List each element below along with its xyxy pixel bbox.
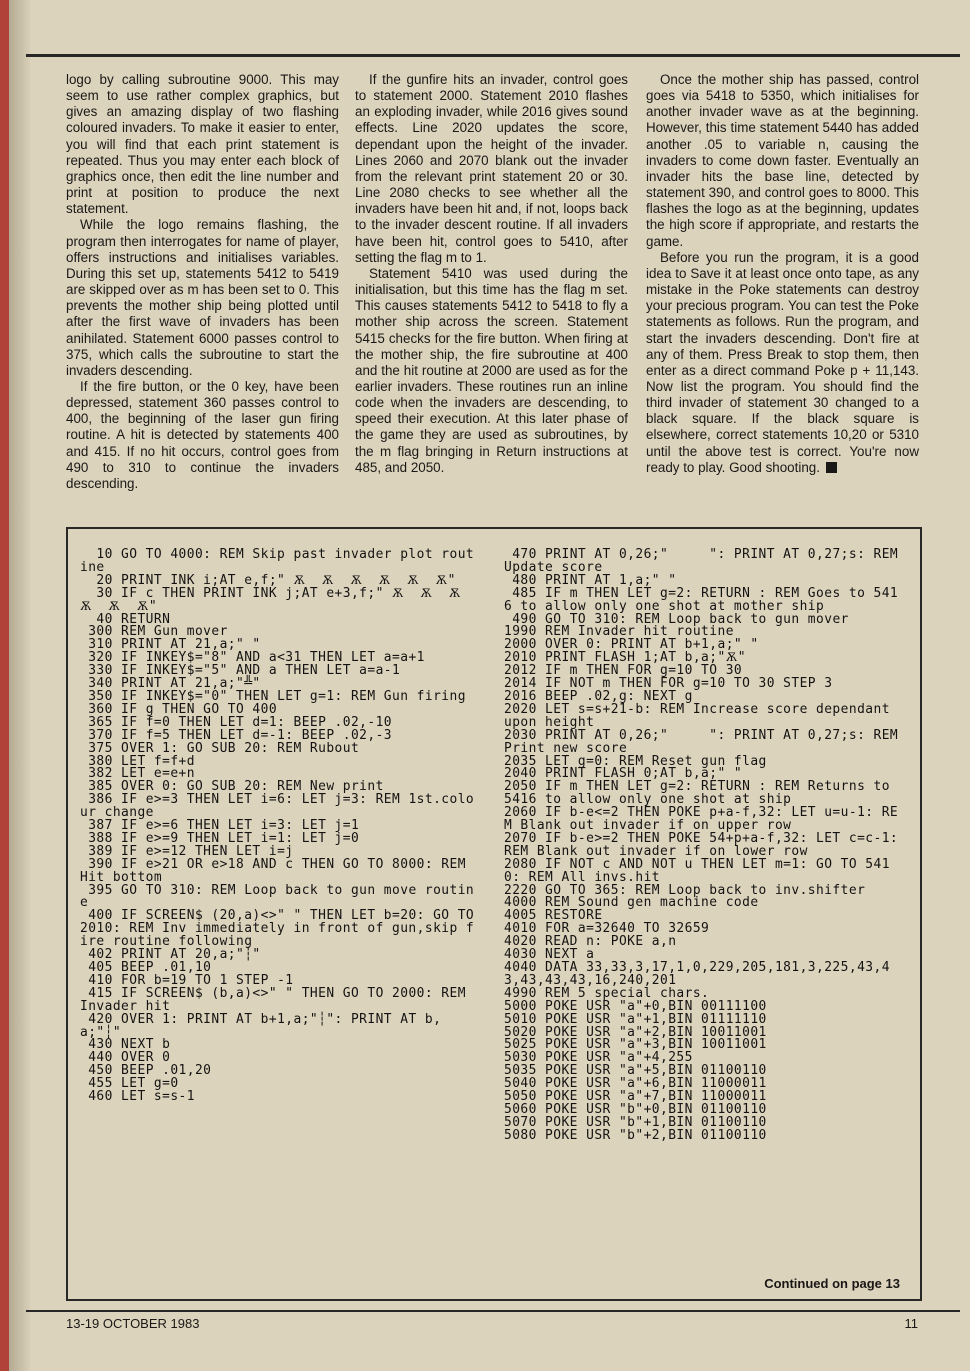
code-line: 410 FOR b=19 TO 1 STEP -1	[80, 972, 294, 988]
page-number: 11	[904, 1316, 918, 1331]
article-paragraph: If the fire button, or the 0 key, have been depressed, statement 360 passes control to 400, the beginning of the laser gun firing routine. A hit is detected by statements 400 and 415. If no hit occurs, control goes from 490 to 310 to continue the invaders descending.	[66, 378, 339, 491]
code-line: 405 BEEP .01,10	[80, 960, 212, 975]
code-line: 490 GO TO 310: REM Loop back to gun mover	[504, 611, 849, 627]
code-line: 455 LET g=0	[80, 1076, 179, 1092]
article-paragraph: logo by calling subroutine 9000. This may seem to use rather complex graphics, but gives an amazing display of two flashing coloured invaders. To make it easier to enter, you will find that each print statement is repeated. Thus you may enter each block of graphics once, then edit the line number and print at position to produce the next statement.	[66, 72, 339, 217]
code-line: 430 NEXT b	[80, 1037, 171, 1053]
listing-column-right	[504, 547, 907, 1143]
code-line: 2010 PRINT FLASH 1;AT b,a;"Ѫ"	[504, 650, 746, 666]
code-line: 450 BEEP .01,20	[80, 1063, 212, 1079]
footer-date: 13-19 OCTOBER 1983	[66, 1316, 200, 1331]
listing-column-left	[80, 547, 483, 1105]
article-text: Before you run the program, it is a good idea to Save it at least once onto tape, as any mistake in the Poke statements can destroy your precious program. You can test the Poke statements as follows. Run the program, and start the invaders descending. Don't fire at any of them. Press Break to stop them, then enter as a direct command Poke p + 11,143. Now list the program. You should find the third invader of statement 30 changed to a black square. If the black square is elsewhere, correct statements 10,20 or 5310 until the above test is correct. You're now ready to play. Good shooting.	[646, 249, 919, 475]
code-line: 4010 FOR a=32640 TO 32659	[504, 921, 710, 937]
article-column-2	[355, 72, 628, 476]
code-line: 460 LET s=s-1	[80, 1089, 195, 1105]
code-line: 402 PRINT AT 20,a;"┆"	[80, 947, 261, 963]
code-line: 5000 POKE USR "a"+0,BIN 00111100	[504, 998, 767, 1014]
article-paragraph: Once the mother ship has passed, control goes via 5418 to 5350, which initialises for another invader wave as at the beginning. However, this time statement 5440 has added another .05 to variable n, causing the invaders to come down faster. Eventually an invader hits the base line, detected by statement 390, and control goes to 8000. This flashes the logo as at the beginning, updates the high score if appropriate, and restarts the game.	[646, 72, 919, 249]
code-line: 2070 IF b-e>=2 THEN POKE 54+p+a-f,32: LET c=c-1: REM Blank out invader if on lower row	[504, 830, 907, 859]
code-line: 420 OVER 1: PRINT AT b+1,a;"┆": PRINT AT b,a;"┆"	[80, 1011, 442, 1040]
code-line: 30 IF c THEN PRINT INK j;AT e+3,f;" Ѫ Ѫ Ѫ Ѫ Ѫ Ѫ"	[80, 585, 478, 614]
code-line: 2080 IF NOT c AND NOT u THEN LET m=1: GO TO 5410: REM All invs.hit	[504, 856, 890, 885]
program-listing	[66, 527, 922, 1301]
code-line: 415 IF SCREEN$ (b,a)<>" " THEN GO TO 2000: REM Invader hit	[80, 985, 475, 1014]
code-line: 4030 NEXT a	[504, 947, 595, 963]
code-line: 485 IF m THEN LET g=2: RETURN : REM Goes to 5416 to allow only one shot at mother ship	[504, 585, 899, 614]
code-line: 2050 IF m THEN LET g=2: RETURN : REM Returns to 5416 to allow only one shot at ship	[504, 779, 899, 808]
code-line: 2020 LET s=s+21-b: REM Increase score dependant upon height	[504, 701, 899, 730]
code-line: 400 IF SCREEN$ (20,a)<>" " THEN LET b=20: GO TO 2010: REM Inv immediately in front of gun,skip fire routine following	[80, 908, 483, 950]
code-line: 5025 POKE USR "a"+3,BIN 10011001	[504, 1037, 767, 1053]
code-line: 5010 POKE USR "a"+1,BIN 01111110	[504, 1011, 767, 1027]
top-rule	[26, 54, 960, 57]
code-line: 4990 REM 5 special chars.	[504, 985, 710, 1001]
code-line: 5050 POKE USR "a"+7,BIN 11000011	[504, 1089, 767, 1105]
code-line: 360 IF g THEN GO TO 400	[80, 701, 278, 717]
adjacent-page-edge	[0, 0, 9, 1371]
code-line: 395 GO TO 310: REM Loop back to gun move routine	[80, 882, 475, 911]
code-line: 4040 DATA 33,33,3,17,1,0,229,205,181,3,225,43,43,43,43,43,16,240,201	[504, 960, 890, 988]
code-line: 389 IF e>=12 THEN LET i=j	[80, 843, 294, 859]
code-line: 1990 REM Invader hit routine	[504, 624, 734, 640]
code-line: 386 IF e>=3 THEN LET i=6: LET j=3: REM 1st.colour change	[80, 792, 475, 821]
code-line: 5080 POKE USR "b"+2,BIN 01100110	[504, 1127, 767, 1143]
code-line: 375 OVER 1: GO SUB 20: REM Rubout	[80, 740, 360, 756]
end-of-article-square-icon	[826, 462, 837, 473]
code-line: 388 IF e>=9 THEN LET i=1: LET j=0	[80, 830, 360, 846]
code-line: 2040 PRINT FLASH 0;AT b,a;" "	[504, 766, 743, 782]
bottom-rule	[26, 1310, 960, 1312]
code-line: 4005 RESTORE	[504, 908, 603, 924]
code-line: 40 RETURN	[80, 611, 171, 627]
code-line: 380 LET f=f+d	[80, 753, 195, 769]
code-line: 2030 PRINT AT 0,26;" ": PRINT AT 0,27;s: REM Print new score	[504, 727, 907, 756]
code-line: 385 OVER 0: GO SUB 20: REM New print	[80, 779, 384, 795]
article-column-1	[66, 72, 339, 492]
code-line: 20 PRINT INK i;AT e,f;" Ѫ Ѫ Ѫ Ѫ Ѫ Ѫ"	[80, 572, 456, 588]
code-line: 2012 IF m THEN FOR g=10 TO 30	[504, 663, 743, 679]
article-paragraph	[646, 250, 919, 476]
code-line: 4000 REM Sound gen machine code	[504, 895, 759, 911]
code-line: 5020 POKE USR "a"+2,BIN 10011001	[504, 1024, 767, 1040]
code-line: 440 OVER 0	[80, 1050, 171, 1066]
code-line: 390 IF e>21 OR e>18 AND c THEN GO TO 8000: REM Hit bottom	[80, 856, 475, 885]
code-line: 10 GO TO 4000: REM Skip past invader plot routine	[80, 547, 475, 575]
code-line: 480 PRINT AT 1,a;" "	[504, 572, 677, 588]
code-line: 2014 IF NOT m THEN FOR g=10 TO 30 STEP 3	[504, 676, 833, 692]
code-line: 470 PRINT AT 0,26;" ": PRINT AT 0,27;s: REM Update score	[504, 547, 907, 575]
article-paragraph: If the gunfire hits an invader, control goes to statement 2000. Statement 2010 flashes an exploding invader, while 2016 gives sound effects. Line 2020 updates the score, dependant upon the height of the invader. Lines 2060 and 2070 blank out the invader from the relevant print statement 20 or 30. Line 2080 checks to see whether all the invaders have been hit and, if not, loops back to the invader descent routine. If all invaders have been hit, control goes to 5410, after setting the flag m to 1.	[355, 72, 628, 265]
code-line: 2016 BEEP .02,g: NEXT g	[504, 688, 693, 704]
code-line: 5030 POKE USR "a"+4,255	[504, 1050, 693, 1066]
code-line: 330 IF INKEY$="5" AND a THEN LET a=a-1	[80, 663, 401, 679]
code-line: 5035 POKE USR "a"+5,BIN 01100110	[504, 1063, 767, 1079]
code-line: 340 PRINT AT 21,a;"╩"	[80, 676, 261, 692]
code-line: 382 LET e=e+n	[80, 766, 195, 782]
article-column-3	[646, 72, 919, 476]
code-line: 350 IF INKEY$="0" THEN LET g=1: REM Gun firing	[80, 688, 466, 704]
article-paragraph: Statement 5410 was used during the initialisation, but this time has the flag m set. This causes statements 5412 to 5418 to fly a mother ship across the screen. Statement 5415 checks for the fire button. When firing at the mother ship, the fire subroutine at 400 and the hit routine at 2000 are used as for the earlier invaders. These routines run an inline code when the invaders are descending, to speed their execution. At this later phase of the game they are used as subroutines, by the m flag bringing in Return instructions at 485, and 2050.	[355, 265, 628, 475]
code-line: 5070 POKE USR "b"+1,BIN 01100110	[504, 1114, 767, 1130]
code-line: 310 PRINT AT 21,a;" "	[80, 637, 261, 653]
code-line: 2220 GO TO 365: REM Loop back to inv.shifter	[504, 882, 866, 898]
continued-note: Continued on page 13	[764, 1276, 900, 1291]
article-paragraph: While the logo remains flashing, the program then interrogates for name of player, offers instructions and initialises variables. During this set up, statements 5412 to 5419 are skipped over as m has been set to 0. This prevents the mother ship being plotted until after the first wave of invaders has been anihilated. Statement 6000 passes control to 375, which calls the subroutine to start the invaders descending.	[66, 217, 339, 378]
code-line: 387 IF e>=6 THEN LET i=3: LET j=1	[80, 818, 360, 834]
code-line: 365 IF f=0 THEN LET d=1: BEEP .02,-10	[80, 714, 393, 730]
code-line: 5060 POKE USR "b"+0,BIN 01100110	[504, 1101, 767, 1117]
code-line: 4020 READ n: POKE a,n	[504, 934, 677, 950]
code-line: 300 REM Gun mover	[80, 624, 228, 640]
code-line: 5040 POKE USR "a"+6,BIN 11000011	[504, 1076, 767, 1092]
code-line: 2035 LET g=0: REM Reset gun flag	[504, 753, 767, 769]
code-line: 370 IF f=5 THEN LET d=-1: BEEP .02,-3	[80, 727, 393, 743]
code-line: 320 IF INKEY$="8" AND a<31 THEN LET a=a+1	[80, 650, 425, 666]
code-line: 2060 IF b-e<=2 THEN POKE p+a-f,32: LET u=u-1: REM Blank out invader if on upper row	[504, 805, 899, 834]
code-line: 2000 OVER 0: PRINT AT b+1,a;" "	[504, 637, 759, 653]
